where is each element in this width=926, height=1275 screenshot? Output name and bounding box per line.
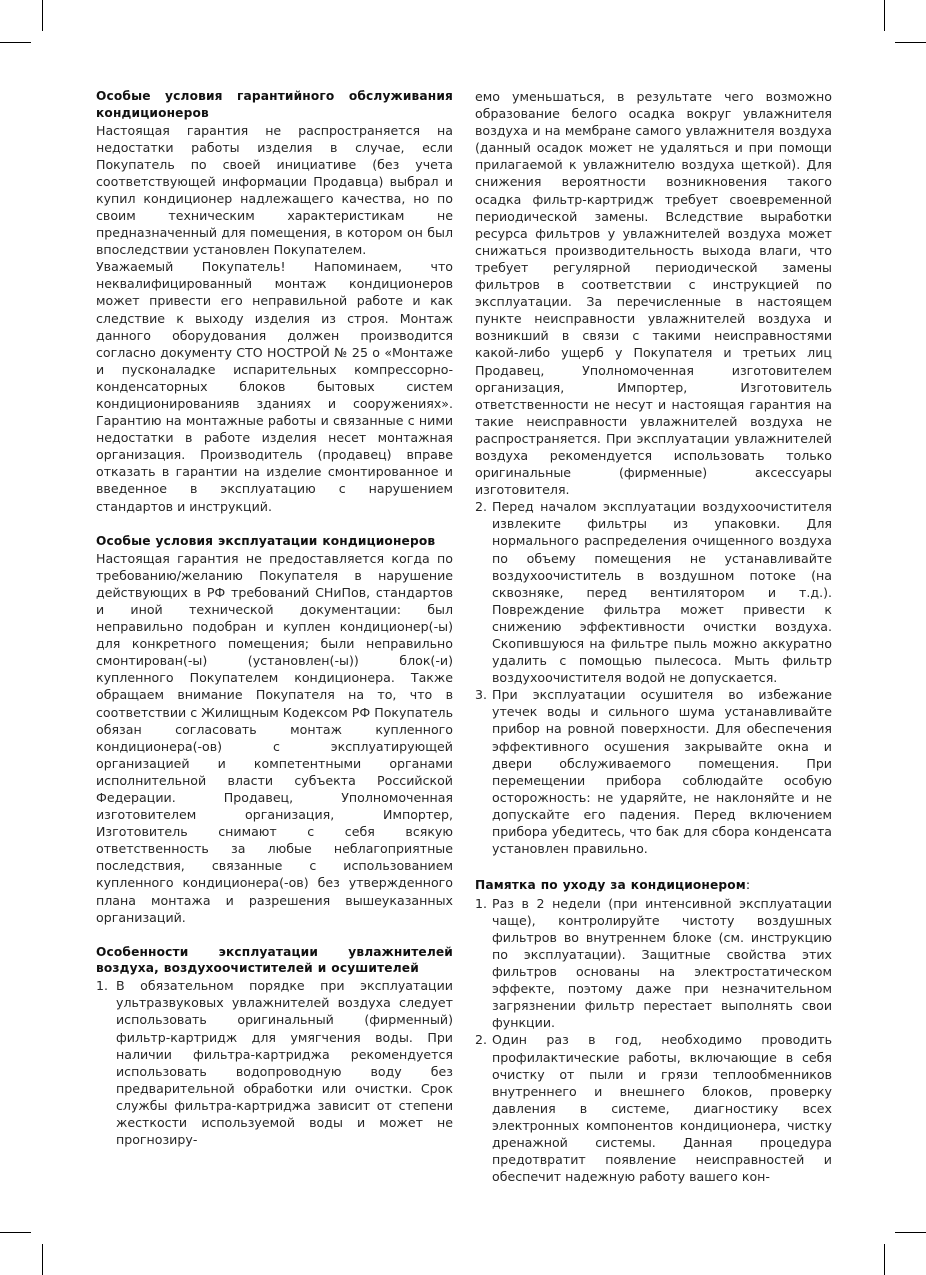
purifier-dehumidifier-list bbox=[475, 498, 832, 857]
list-item-marker: 3. bbox=[475, 687, 488, 703]
section-heading-operating-conditions: Особые условия эксплуатации кондиционеров bbox=[96, 533, 436, 548]
list-item-text: Перед началом эксплуатации воздухоочистителя извлеките фильтры из упаковки. Для нормального распределения очищенного воздуха по объему помещения не устанавливайте воздухоочиститель в воздушном потоке (на сквозняке, перед вентилятором и т.д.). Повреждение фильтра может привести к снижению эффективности очистки воздуха. Скопившуюся на фильтре пыль можно аккуратно удалить с помощью пылесоса. Мыть фильтр воздухоочистителя водой не допускается. bbox=[492, 499, 832, 686]
section-heading-maintenance-memo bbox=[475, 877, 832, 894]
list-item bbox=[475, 895, 832, 1032]
list-item-text: В обязательном порядке при эксплуатации ультразвуковых увлажнителей воздуха следует использовать оригинальный (фирменный) фильтр-картридж для умягчения воды. При наличии фильтра-картриджа рекомендуется использовать водопроводную воду без предварительной обработки или очистки. Срок службы фильтра-картриджа зависит от степени жесткости используемой воды и может не прогнозиру- bbox=[116, 978, 453, 1148]
left-column bbox=[96, 88, 453, 1148]
crop-mark-top-right-vertical bbox=[884, 0, 885, 31]
two-column-layout bbox=[96, 88, 831, 1185]
crop-mark-top-left-horizontal bbox=[0, 42, 31, 43]
list-item-marker: 1. bbox=[96, 978, 109, 994]
list-item-text: Раз в 2 недели (при интенсивной эксплуатации чаще), контролируйте чистоту воздушных фильтров во внутреннем блоке (см. инструкцию по эксплуатации). Защитные свойства этих фильтров основаны на электростатическом эффекте, поэтому даже при незначительном загрязнении фильтр перестает выполнять свои функции. bbox=[492, 895, 832, 1031]
list-item-marker: 1. bbox=[475, 895, 488, 911]
list-item-marker: 2. bbox=[475, 1032, 488, 1048]
right-column bbox=[475, 88, 832, 1185]
crop-mark-bottom-right-horizontal bbox=[895, 1232, 926, 1233]
maintenance-memo-title: Памятка по уходу за кондиционером bbox=[475, 878, 746, 893]
list-item bbox=[96, 977, 453, 1148]
list-item bbox=[475, 1031, 832, 1185]
crop-mark-bottom-left-vertical bbox=[42, 1244, 43, 1275]
paragraph-warranty-scope: Настоящая гарантия не распространяется на недостатки работы изделия в случае, если Покупатель по своей инициативе (без учета соответствующей информации Продавца) выбрал и купил кондиционер надлежащего качества, но по своим техническим характеристикам не предназначенный для помещения, в котором он был впоследствии установлен Покупателем. bbox=[96, 122, 453, 258]
crop-mark-top-right-horizontal bbox=[895, 42, 926, 43]
paragraph-operating-conditions: Настоящая гарантия не предоставляется когда по требованию/желанию Покупателя в нарушение действующих в РФ требований СНиПов, стандартов и иной технической документации: был неправильно подобран и куплен кондиционер(-ы) для конкретного помещения; были неправильно смонтирован(-ы) (установлен(-ы)) блок(-и) купленного Покупателем кондиционера. Также обращаем внимание Покупателя на то, что в соответствии с Жилищным Кодексом РФ Покупатель обязан согласовать монтаж купленного кондиционера(-ов) с эксплуатирующей организацией и компетентными органами исполнительной власти субъекта Российской Федерации. Продавец, Уполномоченная изготовителем организация, Импортер, Изготовитель снимают с себя всякую ответственность за любые неблагоприятные последствия, связанные с использованием купленного кондиционера(-ов) без утвержденного плана монтажа и разрешения вышеуказанных организаций. bbox=[96, 550, 453, 925]
page-content bbox=[96, 88, 831, 1188]
section-heading-humidifier-features: Особенности эксплуатации увлажнителей воздуха, воздухоочистителей и осушителей bbox=[96, 944, 453, 976]
maintenance-list bbox=[475, 895, 832, 1186]
list-item bbox=[475, 686, 832, 857]
list-item bbox=[475, 498, 832, 686]
section-heading-warranty-conditions: Особые условия гарантийного обслуживания кондиционеров bbox=[96, 89, 453, 120]
list-item-marker: 2. bbox=[475, 499, 488, 515]
humidifier-list bbox=[96, 977, 453, 1148]
crop-mark-bottom-left-horizontal bbox=[0, 1232, 31, 1233]
crop-mark-top-left-vertical bbox=[42, 0, 43, 31]
paragraph-installation-notice: Уважаемый Покупатель! Напоминаем, что неквалифицированный монтаж кондиционеров может привести его неправильной работе и как следствие к выходу изделия из строя. Монтаж данного оборудования должен производится согласно документу СТО НОСТРОЙ № 25 о «Монтаже и пусконаладке испарительных компрессорно-конденсаторных блоков бытовых систем кондиционированияв зданиях и сооружениях». Гарантию на монтажные работы и связанные с ними недостатки в работе изделия несет монтажная организация. Производитель (продавец) вправе отказать в гарантии на изделие смонтированное и введенное в эксплуатацию с нарушением стандартов и инструкций. bbox=[96, 259, 453, 514]
maintenance-memo-colon: : bbox=[745, 877, 751, 893]
paragraph-humidifier-continuation: емо уменьшаться, в результате чего возможно образование белого осадка вокруг увлажнителя воздуха и на мембране самого увлажнителя воздуха (данный осадок может не удаляться и при помощи прилагаемой к увлажнителю воздуха щеткой). Для снижения вероятности возникновения такого осадка фильтр-картридж требует своевременной периодической замены. Вследствие выработки ресурса фильтров у увлажнителей воздуха может снижаться производительность выхода влаги, что требует регулярной периодической замены фильтров в соответствии с инструкцией по эксплуатации. За перечисленные в настоящем пункте неисправности увлажнителей воздуха и возникший в связи с такими неисправностями какой-либо ущерб у Покупателя и третьих лиц Продавец, Уполномоченная изготовителем организация, Импортер, Изготовитель ответственности не несут и настоящая гарантия на такие неисправности увлажнителей воздуха не распространяется. При эксплуатации увлажнителей воздуха рекомендуется использовать только оригинальные (фирменные) аксессуары изготовителя. bbox=[475, 89, 832, 498]
list-item-text: При эксплуатации осушителя во избежание утечек воды и сильного шума устанавливайте прибор на ровной поверхности. Для обеспечения эффективного осушения закрывайте окна и двери обслуживаемого помещения. При перемещении прибора соблюдайте особую осторожность: не ударяйте, не наклоняйте и не допускайте его падения. Перед включением прибора убедитесь, что бак для сбора конденсата установлен правильно. bbox=[492, 687, 832, 857]
list-item-text: Один раз в год, необходимо проводить профилактические работы, включающие в себя очистку от пыли и грязи теплообменников внутреннего и внешнего блоков, проверку давления в системе, диагностику всех электронных компонентов кондиционера, чистку дренажной системы. Данная процедура предотвратит появление неисправностей и обеспечит надежную работу вашего кон- bbox=[492, 1032, 832, 1185]
crop-mark-bottom-right-vertical bbox=[884, 1244, 885, 1275]
